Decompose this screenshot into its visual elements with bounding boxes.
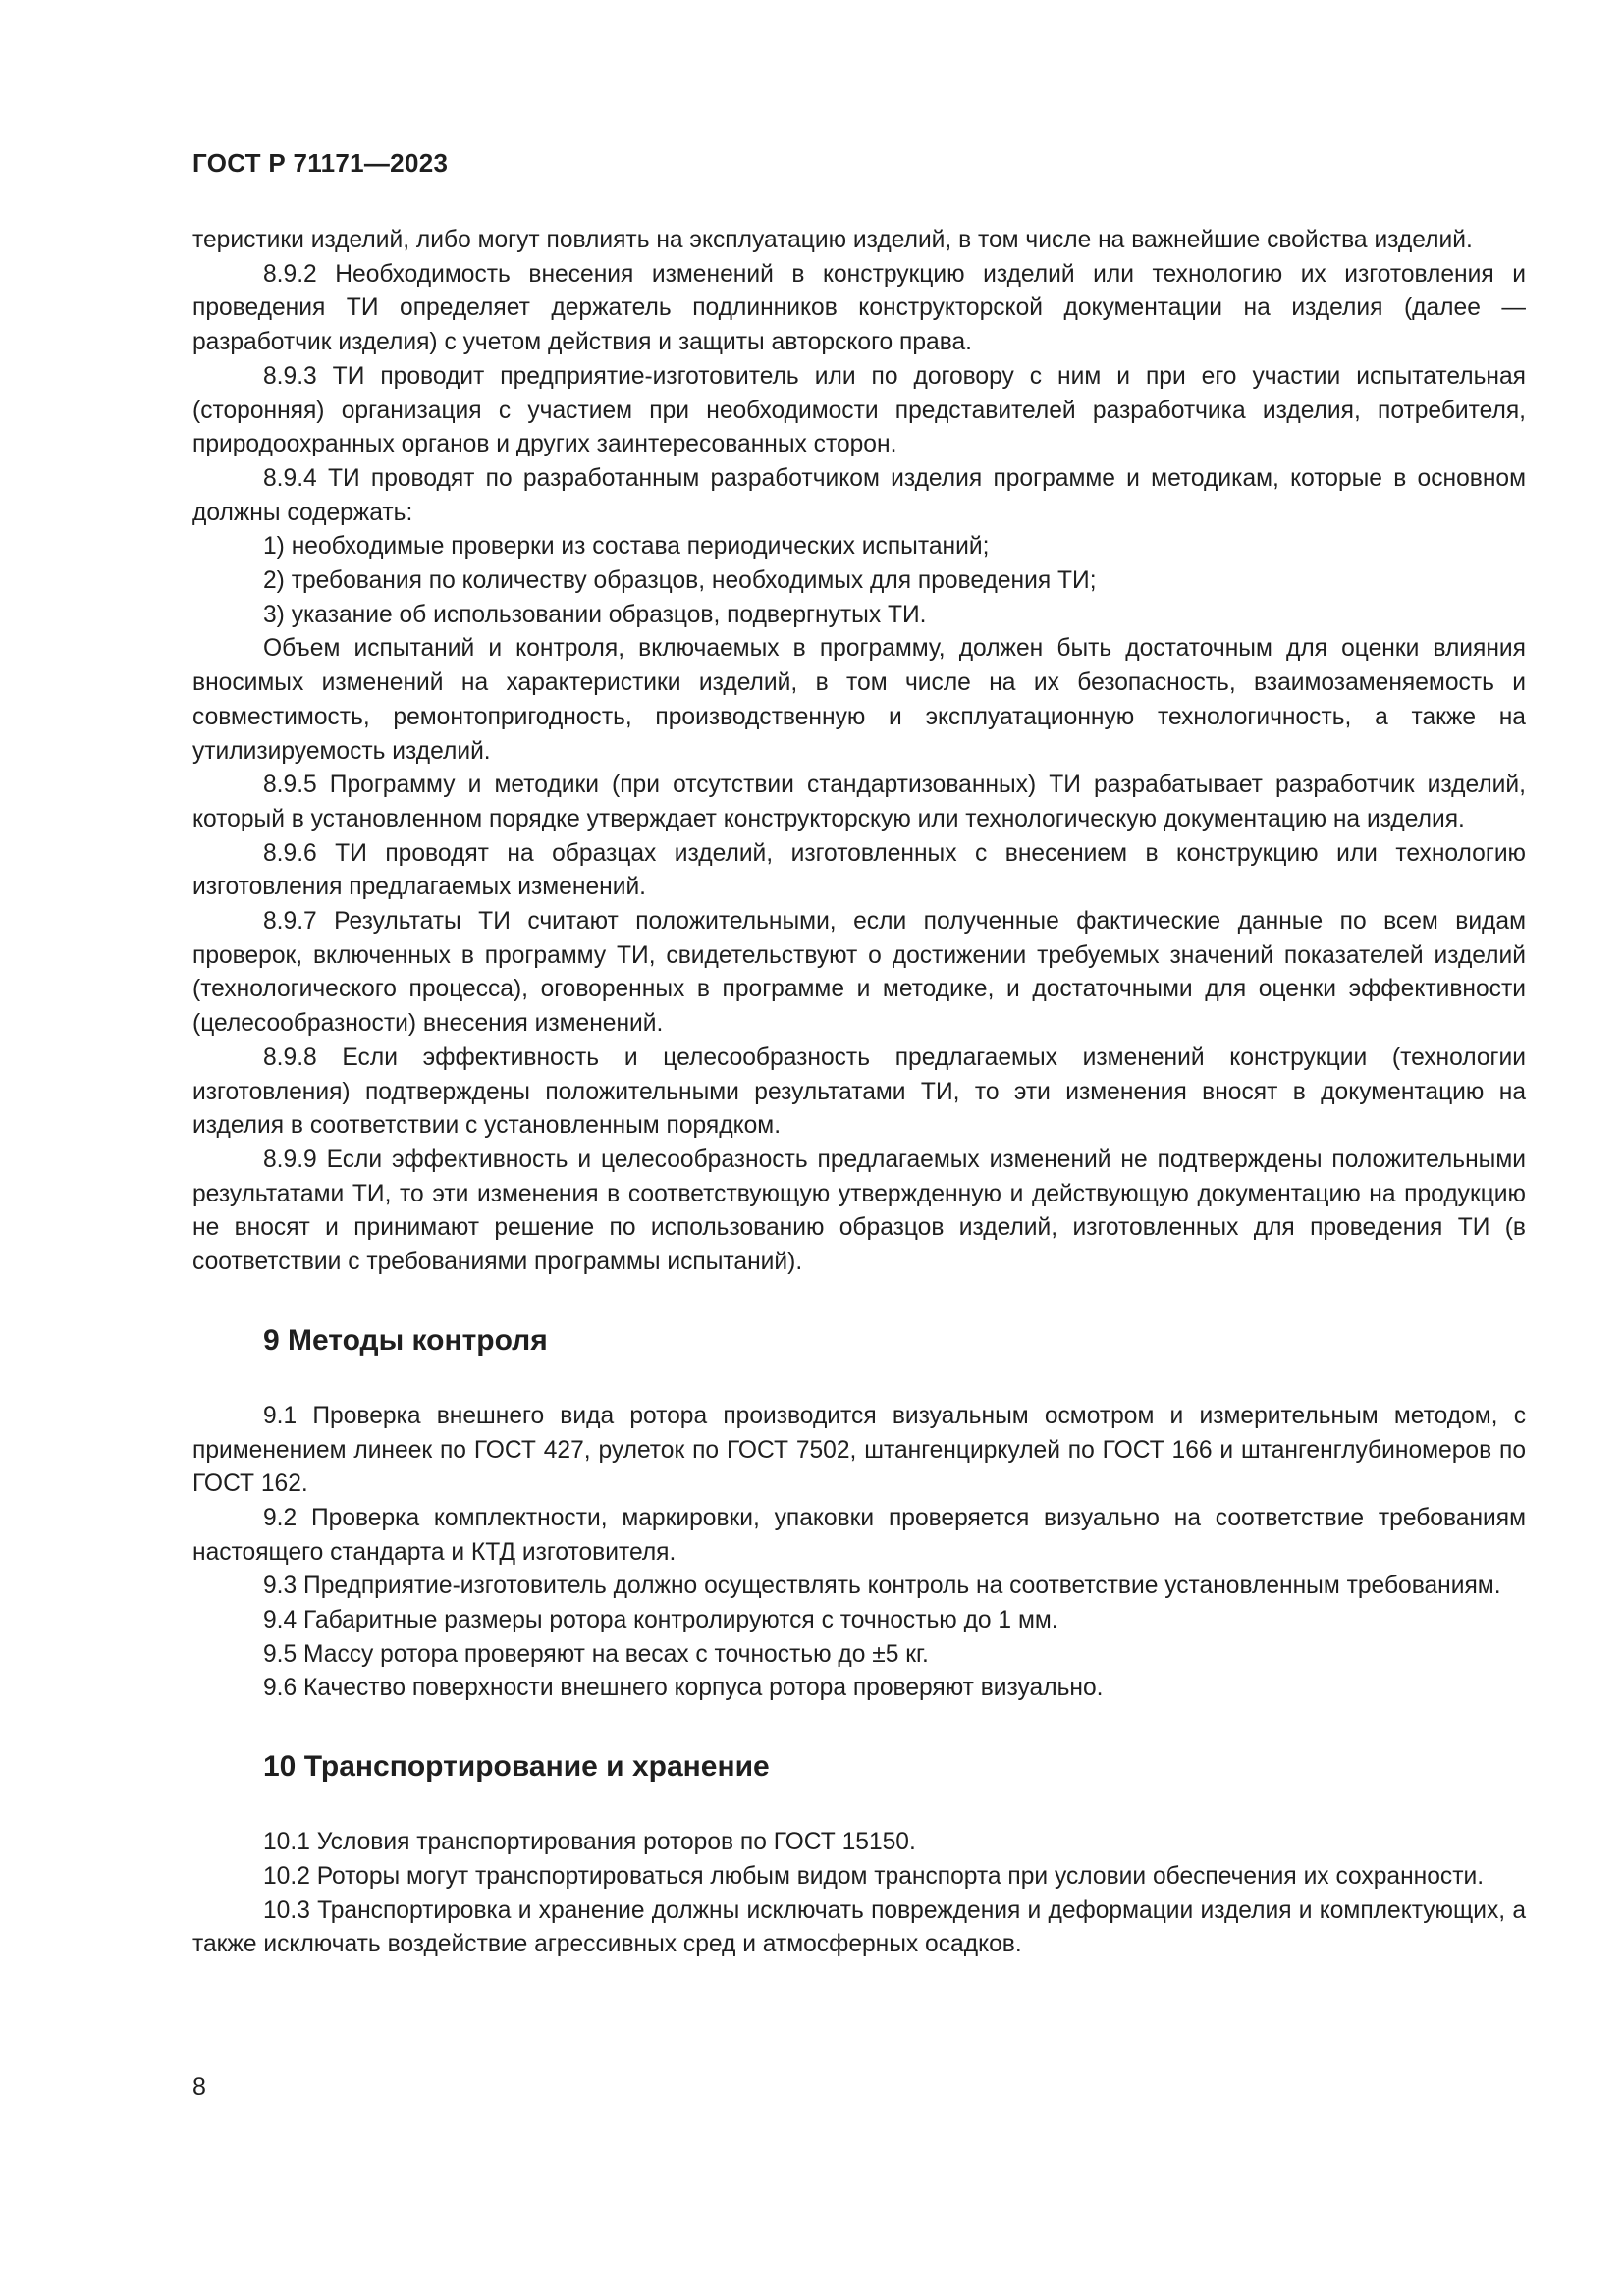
paragraph-8-9-8: 8.9.8 Если эффективность и целесообразность предлагаемых изменений конструкции (технологии изготовления) подтверждены положительными результатами ТИ, то эти изменения вносят в документацию на изделия в соответствии с установленным порядком.: [192, 1043, 1526, 1140]
list-item: 1) необходимые проверки из состава периодических испытаний;: [263, 533, 990, 561]
list-item: 2) требования по количеству образцов, необходимых для проведения ТИ;: [263, 567, 1097, 595]
paragraph-10-1: 10.1 Условия транспортирования роторов по ГОСТ 15150.: [263, 1829, 916, 1856]
paragraph-9-4: 9.4 Габаритные размеры ротора контролируются с точностью до 1 мм.: [263, 1607, 1058, 1634]
paragraph-8-9-5: 8.9.5 Программу и методики (при отсутствии стандартизованных) ТИ разрабатывает разработчик изделий, который в установленном порядке утверждает конструкторскую или технологическую документацию на изделия.: [192, 772, 1526, 832]
paragraph-continuation: теристики изделий, либо могут повлиять на эксплуатацию изделий, в том числе на важнейшие свойства изделий.: [192, 227, 1473, 253]
paragraph-8-9-9: 8.9.9 Если эффективность и целесообразность предлагаемых изменений не подтверждены положительными результатами ТИ, то эти изменения в соответствующую утвержденную и действующую документацию на продукцию не вносят и принимают решение по использованию образцов изделий, изготовленных для проведения ТИ (в соответствии с требованиями программы испытаний).: [192, 1146, 1526, 1276]
section-heading-10: 10 Транспортирование и хранение: [263, 1750, 770, 1784]
paragraph-8-9-7: 8.9.7 Результаты ТИ считают положительными, если полученные фактические данные по всем видам проверок, включенных в программу ТИ, свидетельствуют о достижении требуемых значений показателей изделий (технологического процесса), оговоренных в программе и методике, и достаточными для оценки эффективности (целесообразности) внесения изменений.: [192, 908, 1526, 1038]
list-item: 3) указание об использовании образцов, подвергнутых ТИ.: [263, 601, 927, 628]
paragraph-9-6: 9.6 Качество поверхности внешнего корпуса ротора проверяют визуально.: [263, 1675, 1104, 1702]
paragraph-8-9-3: 8.9.3 ТИ проводит предприятие-изготовитель или по договору с ним и при его участии испытательная (сторонняя) организация с участием при необходимости представителей разработчика изделия, потребителя, природоохранных органов и других заинтересованных сторон.: [192, 362, 1526, 458]
paragraph-9-2: 9.2 Проверка комплектности, маркировки, упаковки проверяется визуально на соответствие требованиям настоящего стандарта и КТД изготовителя.: [192, 1504, 1526, 1566]
paragraph-10-2: 10.2 Роторы могут транспортироваться любым видом транспорта при условии обеспечения их сохранности.: [263, 1862, 1485, 1890]
paragraph-9-1: 9.1 Проверка внешнего вида ротора производится визуальным осмотром и измерительным методом, с применением линеек по ГОСТ 427, рулеток по ГОСТ 7502, штангенциркулей по ГОСТ 166 и штангенглубиномеров по ГОСТ 162.: [192, 1402, 1526, 1498]
page-number: 8: [192, 2073, 206, 2101]
paragraph-8-9-6: 8.9.6 ТИ проводят на образцах изделий, изготовленных с внесением в конструкцию или технологию изготовления предлагаемых изменений.: [192, 839, 1526, 901]
paragraph-8-9-4: 8.9.4 ТИ проводят по разработанным разработчиком изделия программе и методикам, которые в основном должны содержать:: [192, 464, 1526, 526]
paragraph-9-5: 9.5 Массу ротора проверяют на весах с точностью до ±5 кг.: [263, 1640, 929, 1668]
section-heading-9: 9 Методы контроля: [263, 1323, 548, 1357]
document-body: [192, 224, 1526, 1962]
paragraph-10-3: 10.3 Транспортировка и хранение должны исключать повреждения и деформации изделия и комплектующих, а также исключать воздействие агрессивных сред и атмосферных осадков.: [192, 1896, 1526, 1958]
document-code-header: ГОСТ Р 71171—2023: [192, 148, 449, 178]
paragraph-9-3: 9.3 Предприятие-изготовитель должно осуществлять контроль на соответствие установленным требованиям.: [263, 1573, 1501, 1600]
paragraph-test-scope: Объем испытаний и контроля, включаемых в программу, должен быть достаточным для оценки влияния вносимых изменений на характеристики изделий, в том числе на их безопасность, взаимозаменяемость и совместимость, ремонтопригодность, производственную и эксплуатационную технологичность, а также на утилизируемость изделий.: [192, 635, 1526, 765]
paragraph-8-9-2: 8.9.2 Необходимость внесения изменений в конструкцию изделий или технологию их изготовления и проведения ТИ определяет держатель подлинников конструкторской документации на изделия (далее — разработчик изделия) с учетом действия и защиты авторского права.: [192, 260, 1526, 356]
